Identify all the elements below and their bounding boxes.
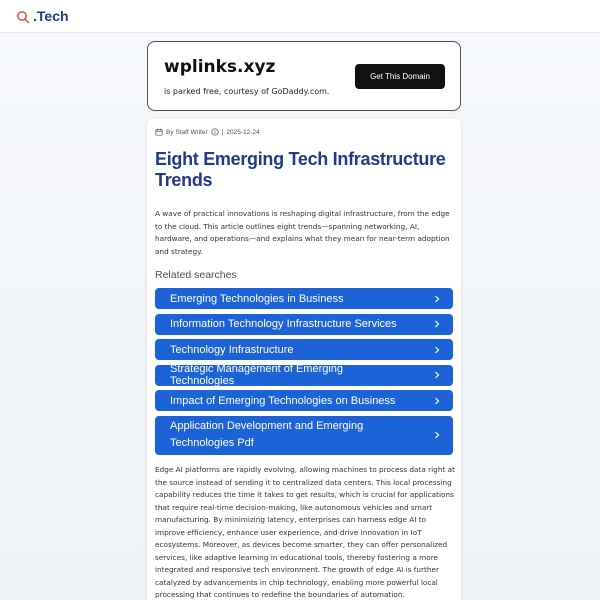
article-body-paragraph: Edge AI platforms are rapidly evolving, allowing machines to process data right at the source instead of sending it to centralized data centers. This local processing capability reduces the time it takes to get results, which is crucial for applications that require real-time decision-making, like autonomous vehicles and smart manufacturing. By minimizing latency, enterprises can harness edge AI to improve efficiency, enhance user experience, and drive innovation in IoT ecosystems. Moreover, as devices become smarter, they can offer personalized services, like adaptive learning in educational tools, thereby fostering a more integrated and responsive tech environment. The growth of edge AI is further catalyzed by advancements in chip technology, enabling more powerful local processing that continues to redefine the boundaries of automation.	[155, 465, 455, 599]
related-search-label: Application Development and Emerging Technologies Pdf	[170, 420, 364, 449]
related-search-button[interactable]	[155, 314, 453, 335]
get-this-domain-button[interactable]: Get This Domain	[355, 64, 445, 89]
article-meta	[155, 127, 260, 137]
related-search-label: Emerging Technologies in Business	[170, 292, 344, 305]
related-search-label: Impact of Emerging Technologies on Business	[170, 394, 396, 407]
article-date: 2025-12-24	[226, 128, 260, 136]
related-searches-heading: Related searches	[155, 269, 237, 281]
related-search-button[interactable]	[155, 365, 453, 386]
related-search-button[interactable]	[155, 416, 453, 455]
parked-domain-subtitle: is parked free, courtesy of GoDaddy.com.	[164, 87, 330, 96]
chevron-right-icon	[433, 371, 441, 379]
top-bar	[0, 0, 600, 33]
related-searches-list	[155, 288, 453, 459]
site-logo-text[interactable]: .Tech	[33, 8, 69, 24]
chevron-right-icon	[433, 397, 441, 405]
chevron-right-icon	[433, 346, 441, 354]
calendar-icon	[155, 128, 163, 136]
related-search-button[interactable]	[155, 288, 453, 309]
info-icon[interactable]	[211, 128, 219, 136]
related-search-label: Strategic Management of Emerging Technologies	[170, 363, 344, 387]
article-title: Eight Emerging Tech Infrastructure Trends	[155, 149, 446, 190]
search-icon[interactable]	[16, 9, 30, 23]
meta-separator: |	[221, 128, 224, 136]
related-search-button[interactable]	[155, 390, 453, 411]
parked-domain-name: wplinks.xyz	[164, 57, 276, 77]
chevron-right-icon	[433, 295, 441, 303]
parked-domain-banner	[147, 41, 461, 111]
article-intro: A wave of practical innovations is reshaping digital infrastructure, from the edge to the cloud. This article outlines eight trends—spanning networking, AI, hardware, and operations—and explains what they mean for near-term adoption and strategy.	[155, 209, 450, 256]
article-card	[147, 119, 461, 600]
related-search-label: Technology Infrastructure	[170, 343, 294, 356]
related-search-label: Information Technology Infrastructure Services	[170, 318, 397, 330]
article-author: By Staff Writer	[166, 128, 208, 136]
chevron-right-icon	[433, 431, 441, 439]
related-search-button[interactable]	[155, 339, 453, 360]
chevron-right-icon	[433, 320, 441, 328]
